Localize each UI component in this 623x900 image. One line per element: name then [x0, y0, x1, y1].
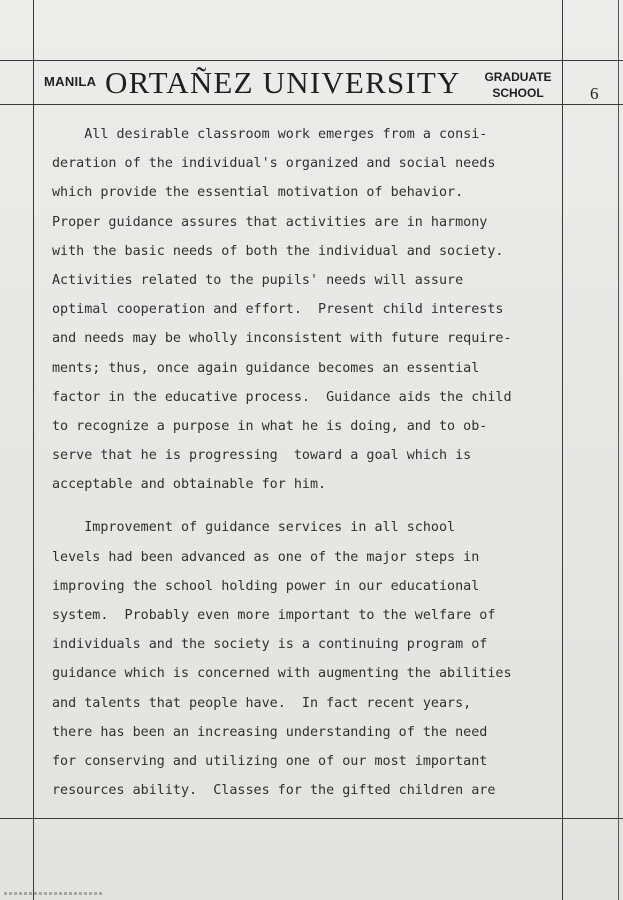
text-line: serve that he is progressing toward a goal which is [52, 448, 472, 464]
page-number: 6 [590, 84, 599, 103]
text-line: which provide the essential motivation of behavior. [52, 185, 464, 201]
text-line: there has been an increasing understanding of the need [52, 724, 488, 740]
text-line: Activities related to the pupils' needs will assure [52, 272, 464, 288]
paragraph-gap [52, 499, 562, 513]
footer-rule [0, 818, 623, 819]
text-line: to recognize a purpose in what he is doing, and to ob- [52, 418, 488, 434]
scan-footer-mark [4, 892, 104, 895]
letterhead-university-name: ORTAÑEZ UNIVERSITY [105, 65, 461, 100]
text-line: Proper guidance assures that activities are in harmony [52, 214, 488, 230]
text-line: for conserving and utilizing one of our most important [52, 753, 488, 769]
header-bottom-rule [0, 104, 623, 105]
text-line: optimal cooperation and effort. Present child interests [52, 302, 504, 318]
letterhead-graduate-school [480, 69, 556, 101]
text-line: system. Probably even more important to the welfare of [52, 608, 496, 623]
left-margin-rule [33, 0, 34, 900]
text-line: improving the school holding power in our educational [52, 578, 480, 594]
text-line: individuals and the society is a continuing program of [52, 637, 488, 653]
letterhead-school: SCHOOL [492, 86, 544, 100]
letterhead [34, 62, 562, 104]
text-line: with the basic needs of both the individual and society. [52, 243, 504, 259]
text-line: guidance which is concerned with augmenting the abilities [52, 666, 512, 682]
text-line: acceptable and obtainable for him. [52, 477, 327, 493]
text-line: All desirable classroom work emerges from a consi- [52, 127, 488, 142]
paragraph-1 [52, 120, 562, 499]
text-line: Improvement of guidance services in all school [52, 520, 456, 536]
text-line: and needs may be wholly inconsistent with future require- [52, 331, 512, 347]
letterhead-graduate: GRADUATE [484, 70, 552, 84]
text-line: ments; thus, once again guidance becomes an essential [52, 360, 480, 376]
letterhead-city: MANILA [44, 74, 97, 89]
text-line: levels had been advanced as one of the major steps in [52, 549, 480, 565]
text-line: resources ability. Classes for the gifted children are [52, 783, 496, 799]
text-line: deration of the individual's organized and social needs [52, 156, 496, 172]
text-line: factor in the educative process. Guidance aids the child [52, 389, 512, 405]
page-number-column-rule [618, 0, 619, 900]
right-margin-rule [562, 0, 563, 900]
body-text [52, 120, 562, 805]
header-top-rule [0, 60, 623, 61]
text-line: and talents that people have. In fact recent years, [52, 695, 472, 711]
paragraph-2 [52, 513, 562, 805]
